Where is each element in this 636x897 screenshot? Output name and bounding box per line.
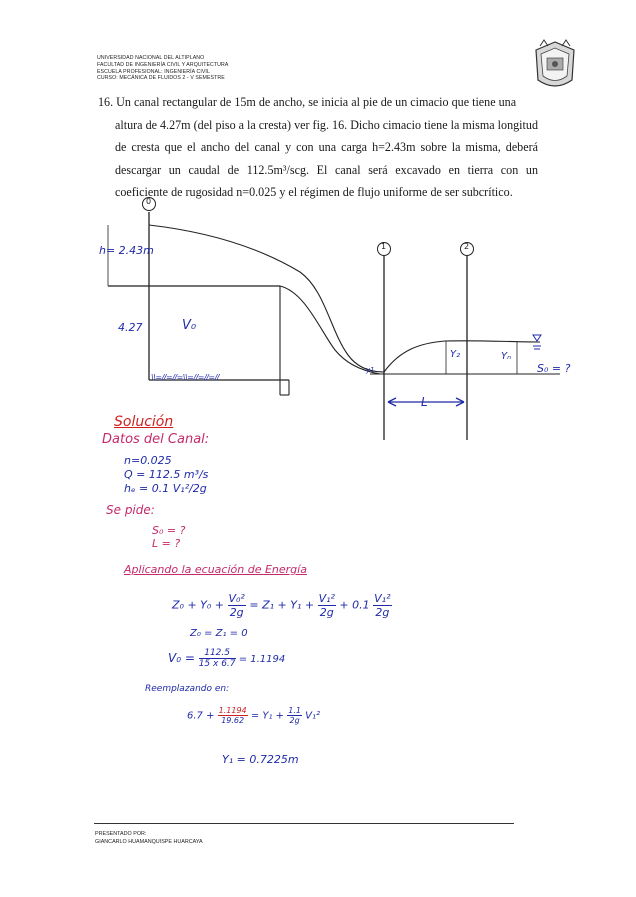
faculty-name: FACULTAD DE INGENIERÍA CIVIL Y ARQUITECTURA xyxy=(97,61,229,68)
author-name: GIANCARLO HUAMANQUISPE HUARCAYA xyxy=(95,839,203,845)
label-length: L xyxy=(421,395,428,409)
label-slope: S₀ = ? xyxy=(537,362,571,375)
label-section-2: 2 xyxy=(464,242,470,251)
problem-first-line: 16. Un canal rectangular de 15m de ancho, se inicia al pie de un cimacio que tiene una xyxy=(98,95,517,109)
footer-divider xyxy=(94,823,514,824)
label-4-27: 4.27 xyxy=(118,321,143,334)
given-q: Q = 112.5 m³/s xyxy=(124,468,209,481)
school-name: ESCUELA PROFESIONAL: INGENIERÍA CIVIL xyxy=(97,68,210,75)
v0-equation: V₀ = $\frac{112.5}{15 x 6.7}$ = 1.1194 xyxy=(168,648,286,669)
label-yn: Yₙ xyxy=(501,351,512,362)
aplicando-label: Aplicando la ecuación de Energía xyxy=(124,563,307,576)
weir-profile xyxy=(280,286,380,374)
se-pide-label: Se pide: xyxy=(106,503,155,517)
footer xyxy=(95,830,203,846)
presented-by-label: PRESENTADO POR: xyxy=(95,831,147,837)
energy-equation: Z₀ + Y₀ + $\frac{\text{V₀²}}{2g}$ = Z₁ + Y₁ + $\frac{\text{V₁²}}{2g}$ + 0.1 $\frac{\text{V₁²}}{2g}$ xyxy=(172,592,391,619)
label-section-1: 1 xyxy=(381,242,387,251)
datos-label: Datos del Canal: xyxy=(102,432,210,447)
water-surface xyxy=(149,225,387,372)
label-y1-small: y1 xyxy=(366,366,375,374)
ground-hatching: \\=//=//=\\=//=//=// xyxy=(151,373,219,382)
y1-result: Y₁ = 0.7225m xyxy=(222,753,299,766)
given-n: n=0.025 xyxy=(124,454,172,467)
unknown-l: L = ? xyxy=(152,537,181,550)
problem-body: altura de 4.27m (del piso a la cresta) ver fig. 16. Dicho cimacio tiene la misma longitud de cresta que el ancho del canal y con una carga h=2.43m sobre la misma, deberá descargar un caudal de 112.5m³/scg. El canal será excavado en tierra con un coeficiente de rugosidad n=0.025 y el régimen de flujo uniforme de ser subcrítico. xyxy=(115,117,538,200)
unknown-so: S₀ = ? xyxy=(152,524,186,537)
solution-title: Solución xyxy=(114,414,174,430)
label-h: h= 2.43m xyxy=(99,244,154,257)
substituted-equation: 6.7 + $\frac{1.1194}{19.62}$ = Y₁ + $\frac{1.1}{2g}$ V₁² xyxy=(187,706,321,725)
university-name: UNIVERSIDAD NACIONAL DEL ALTIPLANO xyxy=(97,55,205,61)
given-he: hₑ = 0.1 V₁²/2g xyxy=(124,482,207,495)
datum-equation: Z₀ = Z₁ = 0 xyxy=(190,628,248,639)
label-y2: Y₂ xyxy=(450,349,461,360)
label-section-0: 0 xyxy=(146,197,152,206)
reemplazando-label: Reemplazando en: xyxy=(145,684,230,694)
course-name: CURSO: MECÁNICA DE FLUIDOS 2 - V SEMESTRE xyxy=(97,75,225,82)
label-v0: V₀ xyxy=(182,318,197,333)
